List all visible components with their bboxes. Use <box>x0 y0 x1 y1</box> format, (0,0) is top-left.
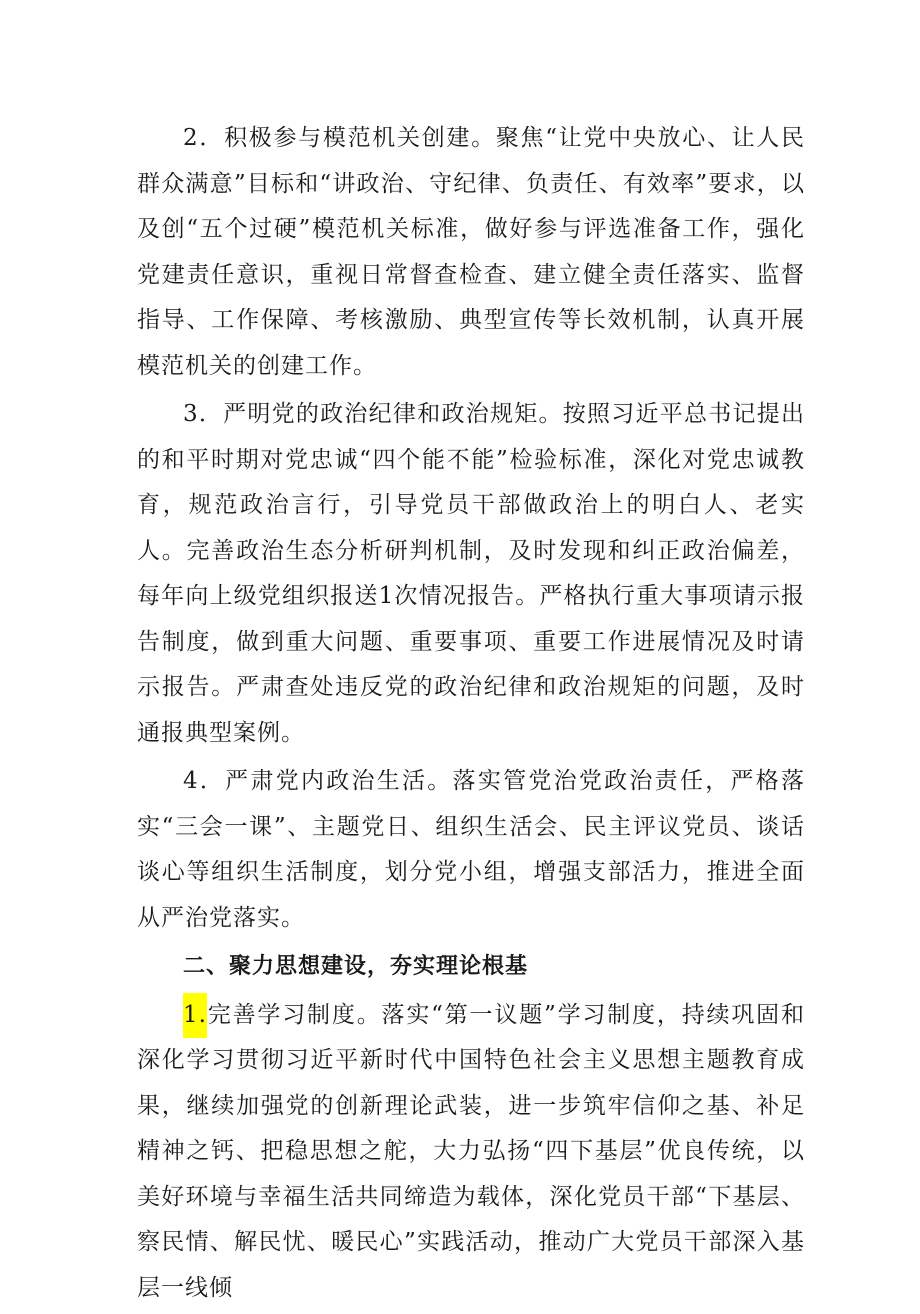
document-body <box>137 116 805 1314</box>
paragraph-separator: ． <box>198 768 226 794</box>
paragraph-separator: ． <box>198 401 224 427</box>
paragraph-2 <box>137 116 805 389</box>
paragraph-number: 2 <box>183 125 199 151</box>
paragraph-4 <box>137 759 805 941</box>
highlighted-paragraph-number: 1. <box>183 993 207 1039</box>
paragraph-3 <box>137 392 805 756</box>
paragraph-text: 严明党的政治纪律和政治规矩。按照习近平总书记提出的和平时期对党忠诚“四个能不能”检验标准，深化对党忠诚教育，规范政治言行，引导党员干部做政治上的明白人、老实人。完善政治生态分析研判机制，及时发现和纠正政治偏差，每年向上级党组织报送1次情况报告。严格执行重大事项请示报告制度，做到重大问题、重要事项、重要工作进展情况及时请示报告。严肃查处违反党的政治纪律和政治规矩的问题，及时通报典型案例。 <box>137 401 806 746</box>
paragraph-text: 严肃党内政治生活。落实管党治党政治责任，严格落实“三会一课”、主题党日、组织生活会、民主评议党员、谈话谈心等组织生活制度，划分党小组，增强支部活力，推进全面从严治党落实。 <box>137 768 806 931</box>
paragraph-separator: ． <box>198 125 225 151</box>
section-heading: 二、聚力思想建设，夯实理论根基 <box>183 954 529 979</box>
section2-paragraph-1 <box>137 993 805 1312</box>
paragraph-text: 积极参与模范机关创建。聚焦“让党中央放心、让人民群众满意”目标和“讲政治、守纪律、负责任、有效率”要求，以及创“五个过硬”模范机关标准，做好参与评选准备工作，强化党建责任意识，重视日常督查检查、建立健全责任落实、监督指导、工作保障、考核激励、典型宣传等长效机制，认真开展模范机关的创建工作。 <box>137 125 806 379</box>
paragraph-text: 完善学习制度。落实“第一议题”学习制度，持续巩固和深化学习贯彻习近平新时代中国特色社会主义思想主题教育成果，继续加强党的创新理论武装，进一步筑牢信仰之基、补足精神之钙、把稳思想之舵，大力弘扬“四下基层”优良传统，以美好环境与幸福生活共同缔造为载体，深化党员干部“下基层、察民情、解民忧、暖民心”实践活动，推动广大党员干部深入基层一线倾 <box>137 1001 805 1301</box>
paragraph-number: 3 <box>183 401 199 427</box>
paragraph-number: 4 <box>183 768 199 794</box>
